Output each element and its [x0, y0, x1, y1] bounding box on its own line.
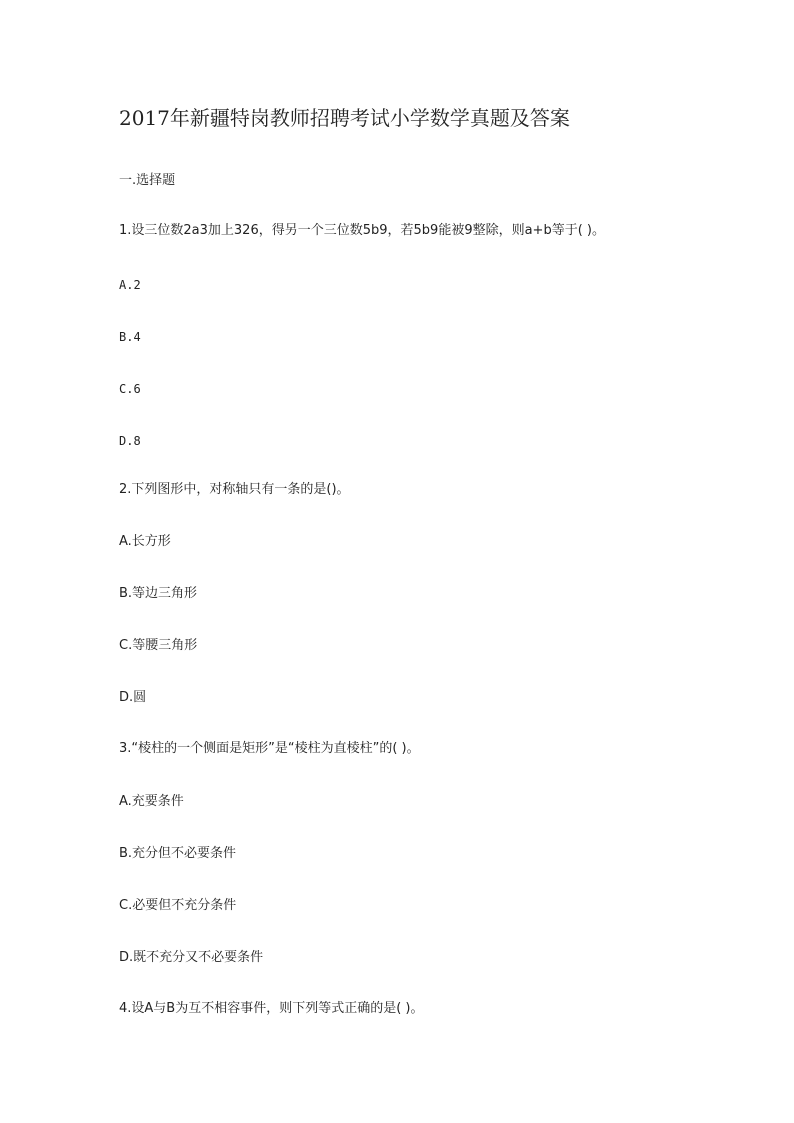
question-3-option-b: B.充分但不必要条件	[119, 846, 237, 861]
question-1-option-d: D.8	[119, 434, 141, 448]
question-3-option-c: C.必要但不充分条件	[119, 898, 237, 913]
question-2-stem: 2.下列图形中，对称轴只有一条的是()。	[119, 482, 350, 497]
question-1-option-a: A.2	[119, 278, 141, 292]
question-1-option-c: C.6	[119, 382, 141, 396]
question-2-option-c: C.等腰三角形	[119, 638, 198, 653]
document-title: 2017年新疆特岗教师招聘考试小学数学真题及答案	[119, 106, 570, 130]
question-2-option-a: A.长方形	[119, 534, 171, 549]
question-2-option-b: B.等边三角形	[119, 586, 198, 601]
question-3-option-d: D.既不充分又不必要条件	[119, 950, 264, 965]
question-4-stem: 4.设A与B为互不相容事件，则下列等式正确的是( )。	[119, 1001, 424, 1016]
question-3-option-a: A.充要条件	[119, 794, 184, 809]
question-2-option-d: D.圆	[119, 690, 147, 705]
question-1-option-b: B.4	[119, 330, 141, 344]
question-3-stem: 3.“棱柱的一个侧面是矩形”是“棱柱为直棱柱”的( )。	[119, 741, 420, 756]
section-heading: 一.选择题	[119, 173, 176, 188]
question-1-stem: 1.设三位数2a3加上326，得另一个三位数5b9，若5b9能被9整除，则a+b等于( )。	[119, 223, 605, 238]
